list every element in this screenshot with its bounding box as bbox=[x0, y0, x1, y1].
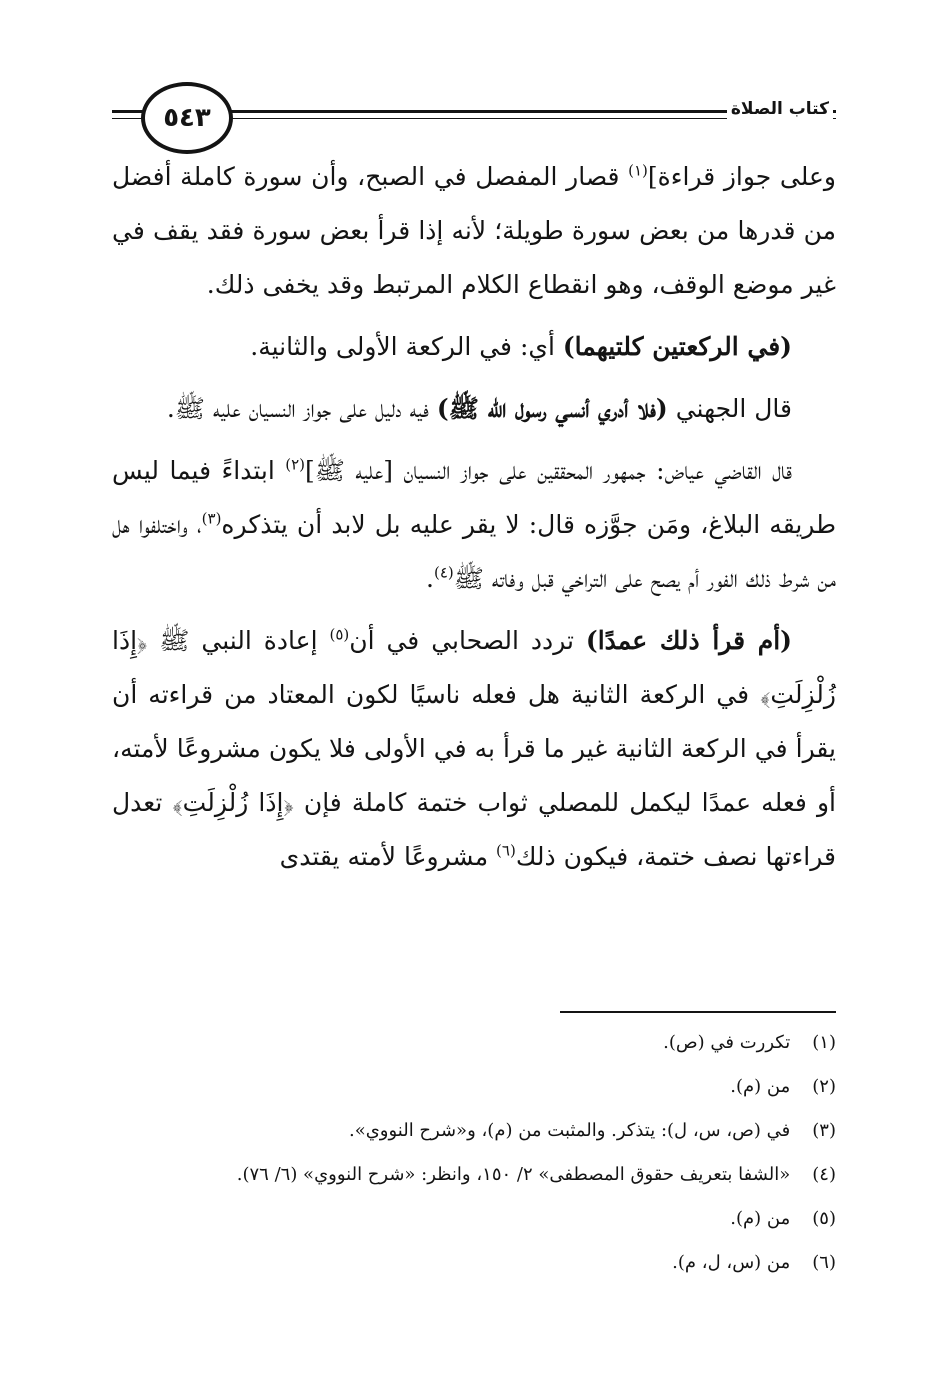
paragraph-5: (أم قرأ ذلك عمدًا) تردد الصحابي في أن$^{(٥)}$ إعادة النبي ﷺ ﴿إِذَا زُلْزِلَتِ﴾ في الركعة الثانية هل فعله ناسيًا لكون المعتاد من قراءته أن يقرأ في الركعة الثانية غير ما قرأ به في الأولى فلا يكون مشروعًا لأمته، أو فعله عمدًا ليكمل للمصلي ثواب ختمة كاملة فإن ﴿إِذَا زُلْزِلَتِ﴾ تعدل قراءتها نصف ختمة، فيكون ذلك$^{(٦)}$ مشروعًا لأمته يقتدى bbox=[112, 625, 836, 871]
paragraph-2: (في الركعتين كلتيهما) أي: في الركعة الأولى والثانية. bbox=[250, 332, 792, 361]
footnote-ref: (٦) bbox=[496, 841, 516, 860]
footnote-ref: (٢) bbox=[285, 455, 305, 474]
main-text bbox=[112, 150, 836, 892]
footnote-number: (٣) bbox=[812, 1120, 836, 1141]
footnote-number: (١) bbox=[812, 1032, 836, 1053]
footnote-separator bbox=[560, 1011, 836, 1013]
page-number: ٥٤٣ bbox=[141, 82, 233, 154]
footnote-text: من (م). bbox=[730, 1208, 791, 1229]
footnote-ref: (٥) bbox=[329, 625, 350, 644]
footnote-number: (٤) bbox=[812, 1164, 836, 1185]
footnote-item bbox=[112, 1109, 836, 1153]
paragraph-3: قال الجهني (فلا أدري أنسي رسول الله ﷺ) فيه دليل على جواز النسيان عليه ﷺ. bbox=[166, 394, 792, 423]
footnote-item bbox=[112, 1153, 836, 1197]
footnote-text: من (س، ل، م). bbox=[672, 1252, 791, 1273]
footnotes bbox=[112, 1021, 836, 1285]
footnote-ref: (١) bbox=[628, 161, 648, 180]
footnote-text: في (ص، س، ل): يتذكر. والمثبت من (م)، و«شرح النووي». bbox=[348, 1120, 791, 1141]
footnote-number: (٦) bbox=[812, 1252, 836, 1273]
paragraph-1: وعلى جواز قراءة]$^{(١)}$ قصار المفصل في الصبح، وأن سورة كاملة أفضل من قدرها من بعض سورة طويلة؛ لأنه إذا قرأ بعض سورة فقد يقف في غير موضع الوقف، وهو انقطاع الكلام المرتبط وقد يخفى ذلك. bbox=[112, 161, 837, 299]
footnote-item bbox=[112, 1065, 836, 1109]
footnote-number: (٢) bbox=[812, 1076, 836, 1097]
page-header bbox=[0, 0, 949, 160]
paragraph-4: قال القاضي عياض: جمهور المحققين على جواز النسيان [عليه ﷺ]$^{(٢)}$ ابتداءً فيما ليس طريقه البلاغ، ومَن جوَّزه قال: لا يقر عليه بل لابد أن يتذكره$^{(٣)}$، واختلفوا هل من شرط ذلك الفور أم يصح على التراخي قبل وفاته ﷺ$^{(٤)}$. bbox=[112, 455, 836, 593]
footnote-text: من (م). bbox=[730, 1076, 791, 1097]
footnote-text: «الشفا بتعريف حقوق المصطفى» ٢/ ١٥٠، وانظر: «شرح النووي» (٦/ ٧٦). bbox=[236, 1164, 791, 1185]
footnote-item bbox=[112, 1021, 836, 1065]
footnote-ref: (٣) bbox=[201, 509, 222, 528]
running-title: كتاب الصلاة bbox=[727, 99, 833, 119]
footnote-number: (٥) bbox=[812, 1208, 836, 1229]
footnote-item bbox=[112, 1197, 836, 1241]
footnote-ref: (٤) bbox=[433, 563, 454, 582]
footnote-item bbox=[112, 1241, 836, 1285]
footnote-text: تكررت في (ص). bbox=[663, 1032, 791, 1053]
